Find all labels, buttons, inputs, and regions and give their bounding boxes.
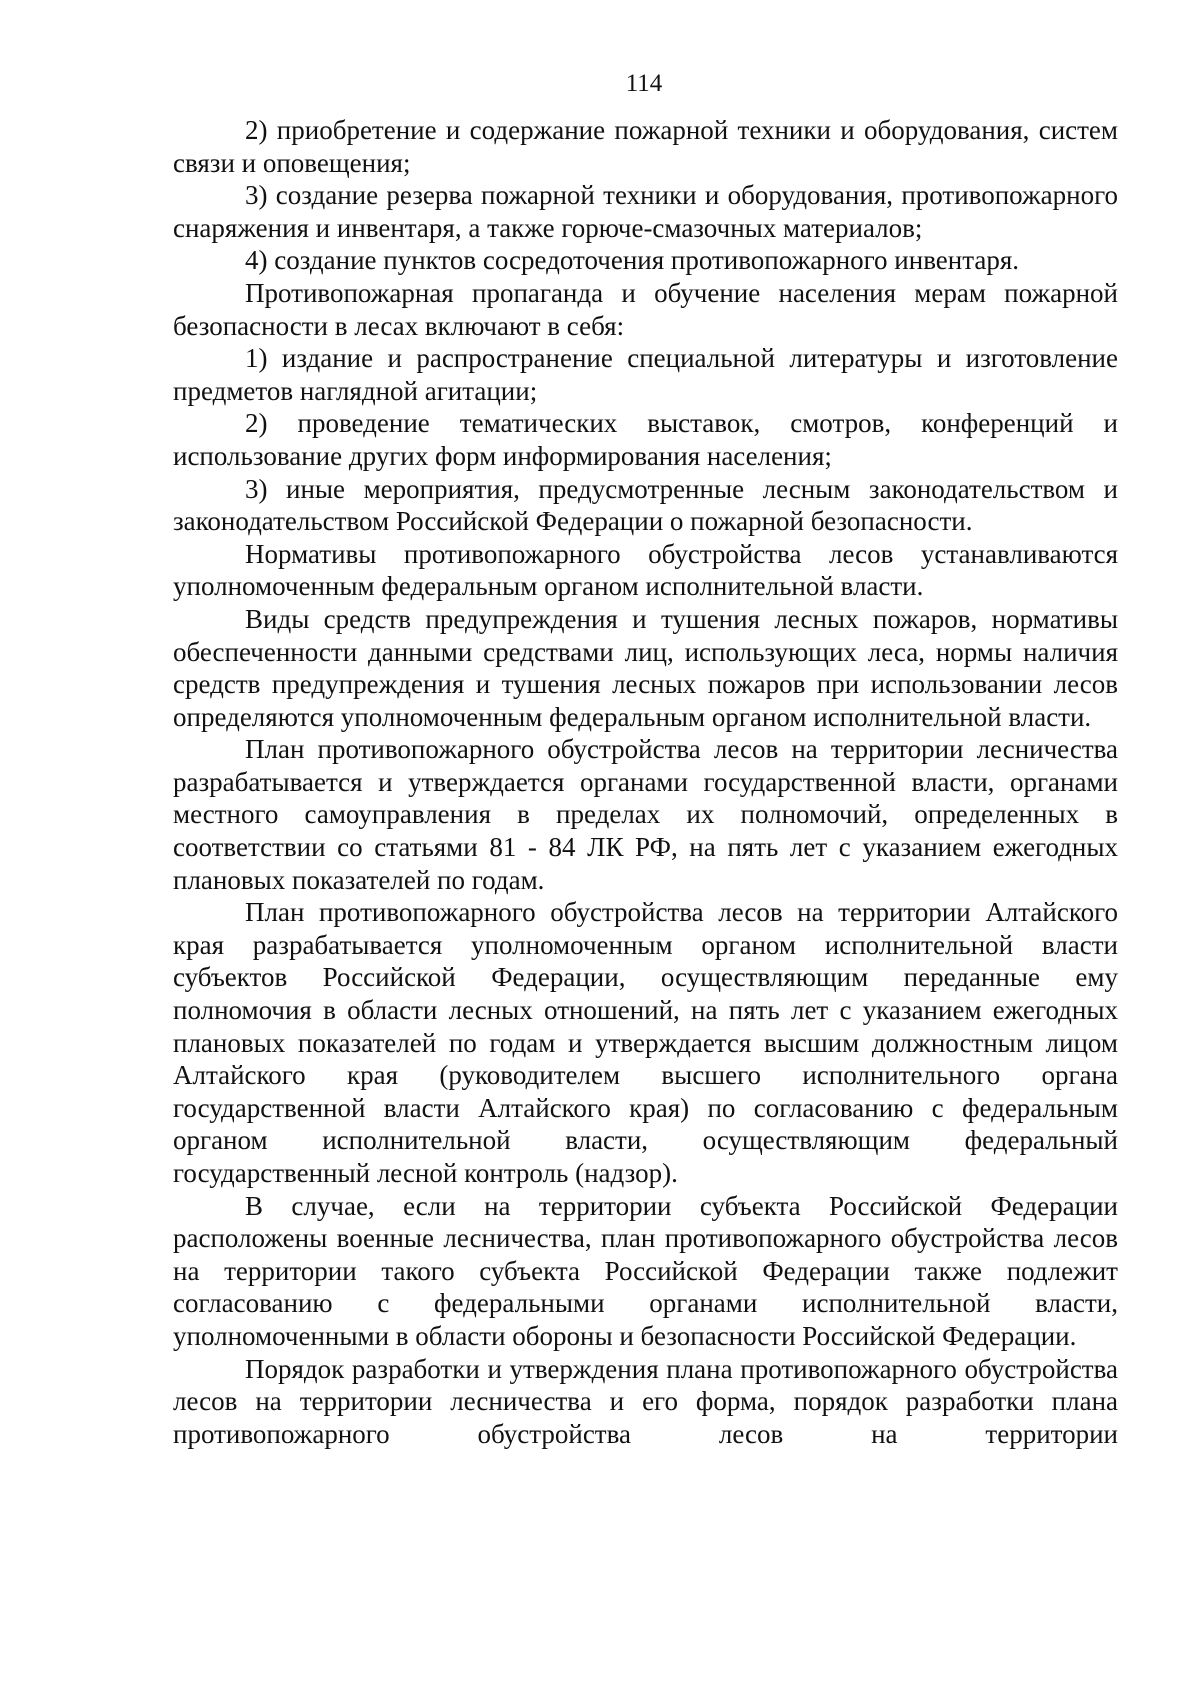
paragraph: 2) приобретение и содержание пожарной техники и оборудования, систем связи и оповещения;	[173, 115, 1118, 178]
paragraph: 3) создание резерва пожарной техники и оборудования, противопожарного снаряжения и инвентаря, а также горюче-смазочных материалов;	[173, 180, 1118, 243]
paragraph: Виды средств предупреждения и тушения лесных пожаров, нормативы обеспеченности данными средствами лиц, использующих леса, нормы наличия средств предупреждения и тушения лесных пожаров при использовании лесов определяются уполномоченным федеральным органом исполнительной власти.	[173, 603, 1118, 732]
paragraph: 2) проведение тематических выставок, смотров, конференций и использование других форм информирования населения;	[173, 408, 1118, 471]
document-body	[173, 114, 1118, 1450]
paragraph: 3) иные мероприятия, предусмотренные лесным законодательством и законодательством Российской Федерации о пожарной безопасности.	[173, 473, 1118, 537]
paragraph: Противопожарная пропаганда и обучение населения мерам пожарной безопасности в лесах включают в себя:	[173, 277, 1118, 341]
page-number: 114	[625, 70, 663, 97]
paragraph: 4) создание пунктов сосредоточения противопожарного инвентаря.	[245, 245, 1020, 276]
paragraph: В случае, если на территории субъекта Российской Федерации расположены военные лесничества, план противопожарного обустройства лесов на территории такого субъекта Российской Федерации также подлежит согласованию с федеральными органами исполнительной власти, уполномоченными в области обороны и безопасности Российской Федерации.	[173, 1190, 1118, 1351]
paragraph: План противопожарного обустройства лесов на территории лесничества разрабатывается и утверждается органами государственной власти, органами местного самоуправления в пределах их полномочий, определенных в соответствии со статьями 81 - 84 ЛК РФ, на пять лет с указанием ежегодных плановых показателей по годам.	[173, 734, 1118, 895]
paragraph: План противопожарного обустройства лесов на территории Алтайского края разрабатывается уполномоченным органом исполнительной власти субъектов Российской Федерации, осуществляющим переданные ему полномочия в области лесных отношений, на пять лет с указанием ежегодных плановых показателей по годам и утверждается высшим должностным лицом Алтайского края (руководителем высшего исполнительного органа государственной власти Алтайского края) по согласованию с федеральным органом исполнительной власти, осуществляющим федеральный государственный лесной контроль (надзор).	[173, 897, 1118, 1188]
paragraph: Нормативы противопожарного обустройства лесов устанавливаются уполномоченным федеральным органом исполнительной власти.	[173, 538, 1118, 602]
paragraph-continued: Порядок разработки и утверждения плана противопожарного обустройства лесов на территории лесничества и его форма, порядок разработки плана противопожарного обустройства лесов на территории	[173, 1353, 1118, 1449]
paragraph: 1) издание и распространение специальной литературы и изготовление предметов наглядной агитации;	[173, 343, 1118, 406]
